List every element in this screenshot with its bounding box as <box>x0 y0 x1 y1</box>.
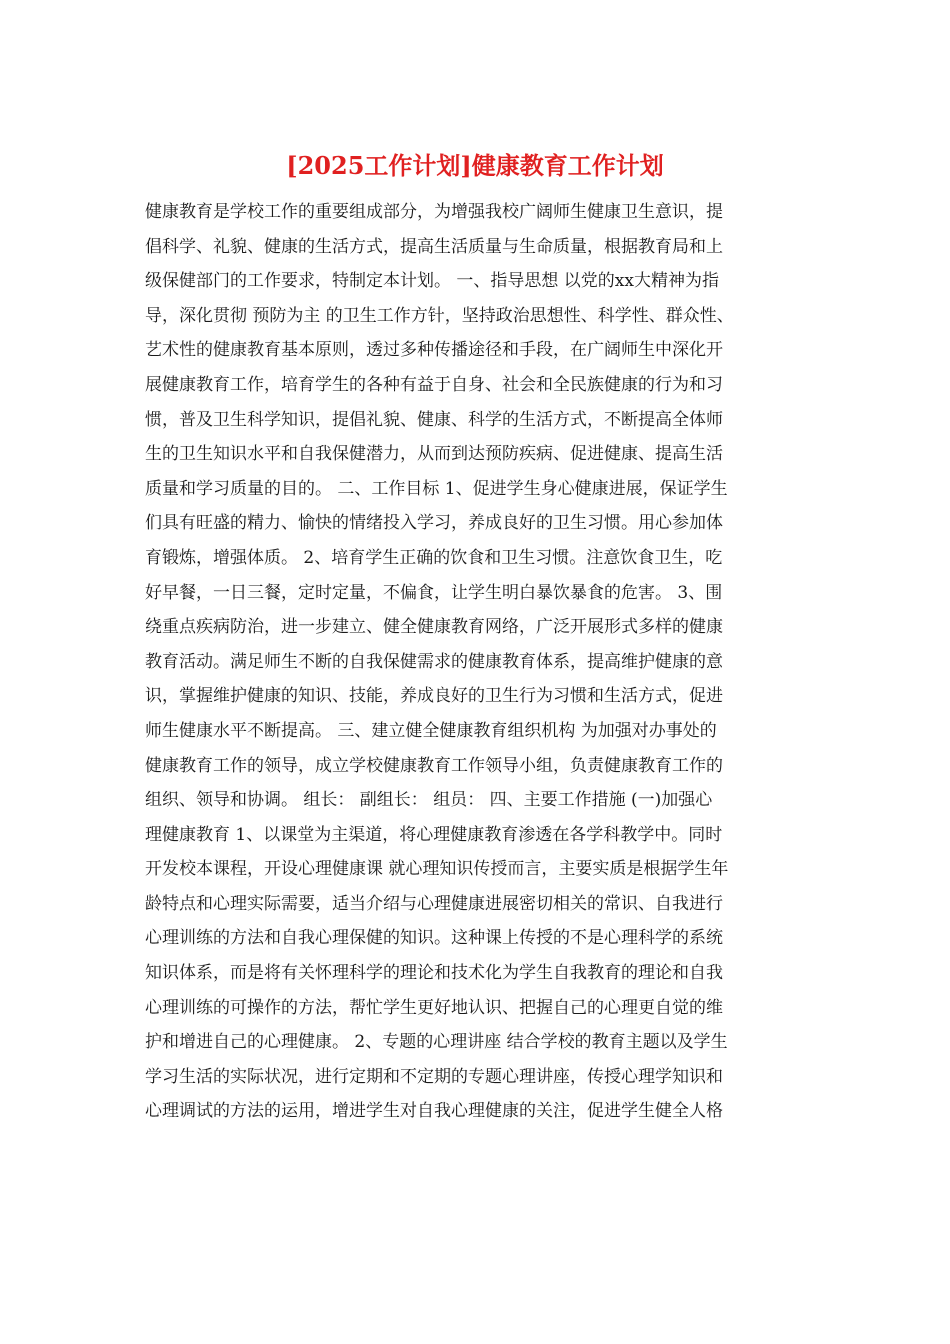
body-line: 开发校本课程，开设心理健康课 就心理知识传授而言，主要实质是根据学生年 <box>145 859 729 880</box>
body-line: 龄特点和心理实际需要，适当介绍与心理健康进展密切相关的常识、自我进行 <box>145 893 723 914</box>
body-line: 好早餐，一日三餐，定时定量，不偏食，让学生明白暴饮暴食的危害。 3、围 <box>145 582 723 603</box>
body-line: 质量和学习质量的目的。 二、工作目标 1、促进学生身心健康进展，保证学生 <box>145 478 728 499</box>
body-line: 生的卫生知识水平和自我保健潜力，从而到达预防疾病、促进健康、提高生活 <box>145 444 723 465</box>
body-line: 倡科学、礼貌、健康的生活方式，提高生活质量与生命质量，根据教育局和上 <box>145 236 723 257</box>
body-line: 理健康教育 1、以课堂为主渠道，将心理健康教育渗透在各学科教学中。同时 <box>145 824 723 845</box>
body-line: 健康教育是学校工作的重要组成部分，为增强我校广阔师生健康卫生意识，提 <box>145 202 723 222</box>
body-line: 展健康教育工作，培育学生的各种有益于自身、社会和全民族健康的行为和习 <box>145 374 723 395</box>
body-line: 惯，普及卫生科学知识，提倡礼貌、健康、科学的生活方式，不断提高全体师 <box>145 409 723 430</box>
body-line: 学习生活的实际状况，进行定期和不定期的专题心理讲座，传授心理学知识和 <box>145 1066 723 1087</box>
body-line: 心理调试的方法的运用，增进学生对自我心理健康的关注，促进学生健全人格 <box>145 1101 723 1122</box>
body-line: 绕重点疾病防治，进一步建立、健全健康教育网络，广泛开展形式多样的健康 <box>145 617 723 638</box>
body-line: 师生健康水平不断提高。 三、建立健全健康教育组织机构 为加强对办事处的 <box>145 720 717 741</box>
body-line: 教育活动。满足师生不断的自我保健需求的健康教育体系，提高维护健康的意 <box>145 651 723 672</box>
document-body <box>145 195 810 1129</box>
body-line: 知识体系，而是将有关怀理科学的理论和技术化为学生自我教育的理论和自我 <box>145 963 723 984</box>
body-line: 育锻炼，增强体质。 2、培育学生正确的饮食和卫生习惯。注意饮食卫生，吃 <box>145 547 723 568</box>
body-line: 心理训练的可操作的方法，帮忙学生更好地认识、把握自己的心理更自觉的维 <box>145 997 723 1018</box>
document-title: [2025工作计划]健康教育工作计划 <box>286 151 664 180</box>
body-line: 们具有旺盛的精力、愉快的情绪投入学习，养成良好的卫生习惯。用心参加体 <box>145 513 723 534</box>
body-line: 识，掌握维护健康的知识、技能，养成良好的卫生行为习惯和生活方式，促进 <box>145 686 723 707</box>
body-line: 健康教育工作的领导，成立学校健康教育工作领导小组，负责健康教育工作的 <box>145 755 723 776</box>
body-line: 级保健部门的工作要求，特制定本计划。 一、指导思想 以党的xx大精神为指 <box>145 271 719 292</box>
body-line: 导，深化贯彻 预防为主 的卫生工作方针，坚持政治思想性、科学性、群众性、 <box>145 305 734 326</box>
body-line: 护和增进自己的心理健康。 2、专题的心理讲座 结合学校的教育主题以及学生 <box>145 1032 728 1053</box>
body-line: 心理训练的方法和自我心理保健的知识。这种课上传授的不是心理科学的系统 <box>145 928 723 949</box>
body-line: 艺术性的健康教育基本原则，透过多种传播途径和手段，在广阔师生中深化开 <box>145 340 723 361</box>
body-line: 组织、领导和协调。 组长： 副组长： 组员： 四、主要工作措施 (一)加强心 <box>145 790 713 811</box>
